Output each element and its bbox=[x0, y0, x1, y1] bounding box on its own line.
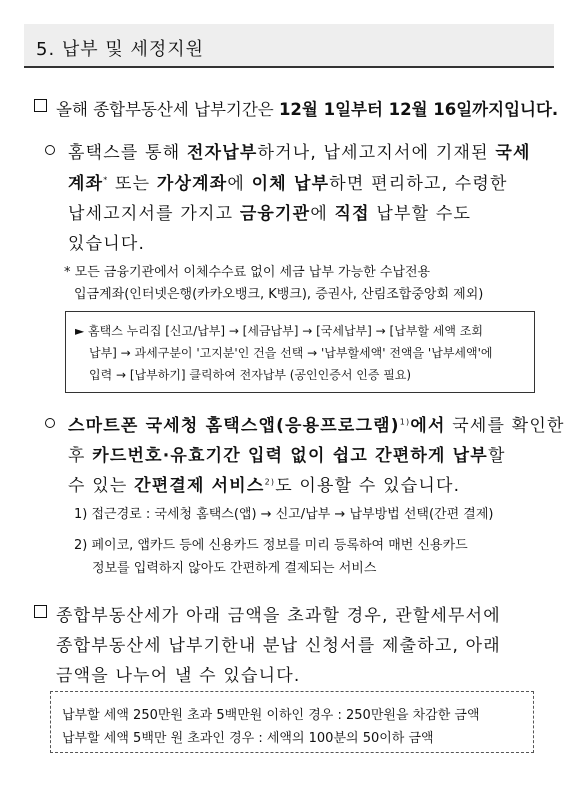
p2-l2-e: 이체 납부 bbox=[251, 174, 330, 194]
p2-l3-d: 직접 bbox=[334, 204, 370, 224]
p2-l1-b: 전자납부 bbox=[186, 143, 258, 163]
p1-period: 12월 1일부터 12월 16일까지입니다. bbox=[278, 100, 559, 119]
p4-line-1: 종합부동산세가 아래 금액을 초과할 경우, 관할세무서에 bbox=[56, 606, 501, 626]
p2-l2-f: 하면 편리하고, 수령한 bbox=[329, 174, 508, 194]
p2-l4: 있습니다. bbox=[68, 234, 146, 254]
p2-line-3 bbox=[68, 199, 471, 224]
square-bullet-icon bbox=[34, 605, 47, 618]
p3-l3-sup: 2) bbox=[264, 477, 276, 487]
p2-l3-e: 납부할 수도 bbox=[369, 204, 472, 224]
p2-line-2 bbox=[68, 169, 508, 194]
p2-l2-d: 에 bbox=[227, 174, 252, 194]
p2-l3-c: 에 bbox=[310, 204, 335, 224]
p3-l1-b: 에서 bbox=[410, 416, 446, 436]
p3-l2-b: 카드번호·유효기간 입력 없이 쉽고 간편하게 납부 bbox=[92, 446, 488, 466]
p3-l1-c: 국세를 확인한 bbox=[445, 416, 565, 436]
p3-l2-c: 할 bbox=[487, 446, 506, 466]
p3-line-3 bbox=[68, 471, 460, 496]
p3-l3-b: 간편결제 서비스 bbox=[134, 476, 265, 496]
p2-l2-c: 가상계좌 bbox=[156, 174, 228, 194]
square-bullet-icon bbox=[34, 99, 47, 112]
footnote-2a: 2) 페이코, 앱카드 등에 신용카드 정보를 미리 등록하여 매번 신용카드 bbox=[74, 538, 468, 553]
section-header bbox=[24, 24, 554, 68]
p4-line-2: 종합부동산세 납부기한내 분납 신청서를 제출하고, 아래 bbox=[56, 636, 501, 656]
p2-l3-a: 납세고지서를 가지고 bbox=[68, 204, 240, 224]
box1-line-1: ► 홈택스 누리집 [신고/납부] → [세금납부] → [국세납부] → [납부할 세액 조회 bbox=[75, 324, 483, 338]
circle-bullet-icon bbox=[45, 145, 55, 155]
note-line-2: 입금계좌(인터넷은행(카카오뱅크, K뱅크), 증권사, 산림조합중앙회 제외) bbox=[74, 287, 484, 302]
p2-l2-sup: * bbox=[103, 175, 109, 185]
paragraph-1 bbox=[56, 96, 558, 120]
p2-l2-a: 계좌 bbox=[68, 174, 104, 194]
box1-line-2: 납부] → 과세구분이 '고지분'인 건을 선택 → '납부할세액' 전액을 '납부세액'에 bbox=[89, 346, 493, 360]
footnote-2b: 정보를 입력하지 않아도 간편하게 결제되는 서비스 bbox=[92, 561, 377, 576]
p3-l1-sup: 1) bbox=[399, 417, 411, 427]
p3-line-2 bbox=[68, 441, 506, 466]
section-title: 5. 납부 및 세정지원 bbox=[36, 39, 205, 60]
box2-line-2: 납부할 세액 5백만 원 초과인 경우 : 세액의 100분의 50이하 금액 bbox=[62, 731, 434, 746]
box1-line-3: 입력 → [납부하기] 클릭하여 전자납부 (공인인증서 인증 필요) bbox=[89, 368, 412, 382]
p2-l1-d: 국세 bbox=[495, 143, 531, 163]
footnote-1: 1) 접근경로 : 국세청 홈택스(앱) → 신고/납부 → 납부방법 선택(간편 결제) bbox=[74, 507, 494, 522]
p3-l2-a: 후 bbox=[68, 446, 93, 466]
p3-line-1 bbox=[68, 411, 565, 436]
p3-l1-a: 스마트폰 국세청 홈택스앱(응용프로그램) bbox=[68, 416, 400, 436]
p3-l3-a: 수 있는 bbox=[68, 476, 135, 496]
p2-l1-c: 하거나, 납세고지서에 기재된 bbox=[257, 143, 496, 163]
p2-line-1 bbox=[68, 138, 531, 163]
p4-line-3: 금액을 나누어 낼 수 있습니다. bbox=[56, 666, 301, 686]
p2-l3-b: 금융기관 bbox=[239, 204, 311, 224]
p2-line-4 bbox=[68, 229, 145, 254]
note-line-1: * 모든 금융기관에서 이체수수료 없이 세금 납부 가능한 수납전용 bbox=[64, 265, 431, 280]
box2-line-1: 납부할 세액 250만원 초과 5백만원 이하인 경우 : 250만원을 차감한 금액 bbox=[62, 708, 480, 723]
p3-l3-c: 도 이용할 수 있습니다. bbox=[275, 476, 461, 496]
circle-bullet-icon bbox=[45, 418, 55, 428]
p2-l1-a: 홈택스를 통해 bbox=[68, 143, 187, 163]
p1-text: 올해 종합부동산세 납부기간은 bbox=[56, 100, 279, 119]
p2-l2-b: 또는 bbox=[108, 174, 157, 194]
